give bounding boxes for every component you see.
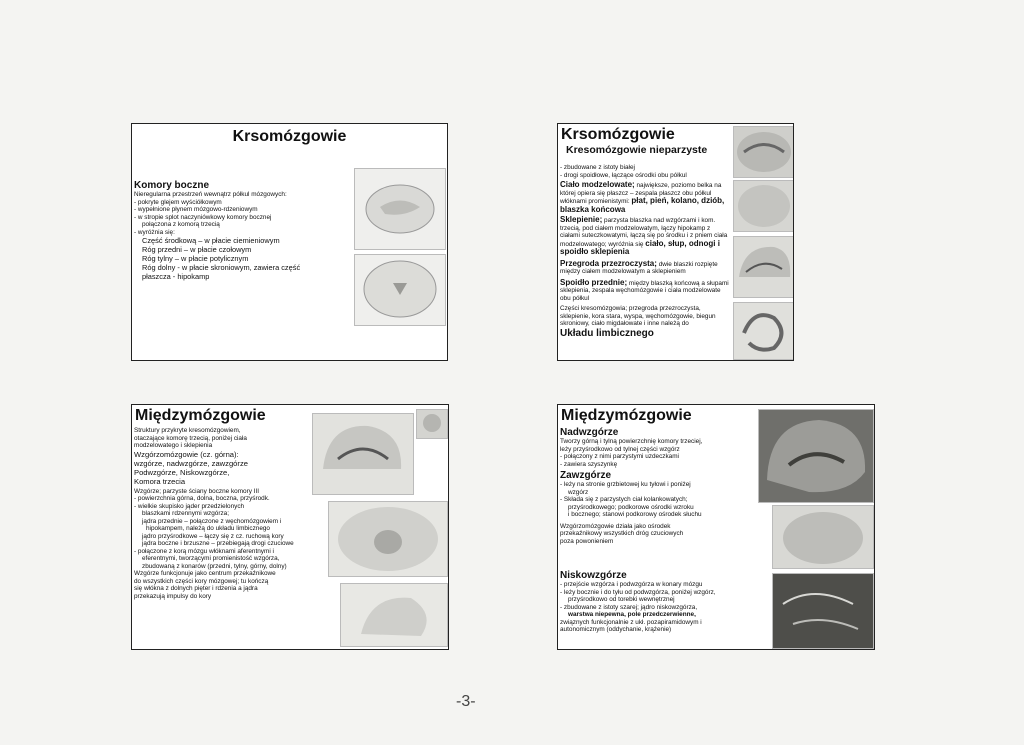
text-line: Wzgórzomózgowie (cz. górna): bbox=[134, 449, 239, 459]
slide-title: Krsomózgowie bbox=[232, 128, 347, 145]
slide-title: Międzymózgowie bbox=[135, 407, 266, 424]
slide-miedzymozgowie-nadwzgorze bbox=[557, 404, 875, 650]
text-line: - przejście wzgórza i podwzgórza w konary mózgu bbox=[560, 581, 703, 588]
text-line: przekaźnikowy wszystkich dróg czuciowych bbox=[560, 530, 684, 537]
sagittal-section-figure bbox=[733, 236, 794, 298]
text-line: - wypełnione płynem mózgowo-rdzeniowym bbox=[134, 206, 258, 213]
closing-text: Części kresomózgowia; przegroda przezroczysta, sklepienie, kora stara, wyspa, węchomózgowie, biegun skroniowy, ciało migdałowate i inne należą do bbox=[560, 305, 716, 327]
block-text: parzysta blaszka nad wzgórzami i kom. trzecią, pod ciałem modzelowatym, łączy hipokamp z ciałami suteczkowatymi, łączą się po środku i z pniem ciała modzelowatego; wyróżnia się bbox=[560, 217, 728, 248]
text-line: modzelowatego i sklepienia bbox=[134, 442, 213, 449]
slide-krsomozgowie-nieparzyste bbox=[557, 123, 794, 361]
slide-text bbox=[132, 427, 328, 600]
text-line: jądra boczne i brzuszne – przebiegają drogi czuciowe bbox=[142, 540, 294, 547]
text-line: otaczające komorę trzecią, poniżej ciała bbox=[134, 434, 247, 442]
head-outline-figure bbox=[416, 409, 448, 439]
slide-krsomozgowie-komory bbox=[131, 123, 448, 361]
text-line: - Składa się z parzystych ciał kolankowatych; bbox=[560, 496, 688, 503]
thalamus-coronal-figure bbox=[328, 501, 448, 577]
thalamus-nuclei-figure bbox=[340, 583, 448, 647]
slide-text bbox=[132, 180, 347, 281]
brain-sagittal-photo-figure bbox=[758, 409, 874, 503]
text-line: zbudowaną z konarów (przedni, tylny, górny, dolny) bbox=[142, 562, 287, 570]
slide-title: Krsomózgowie bbox=[561, 126, 675, 143]
text-line: połączona z komorą trzecią bbox=[142, 221, 220, 228]
text-line: - zbudowane z istoty białej bbox=[560, 164, 635, 171]
text-line: związnych funkcjonalnie z ukł. pozapiramidowym i bbox=[560, 618, 702, 626]
thalamus-sagittal-figure bbox=[312, 413, 414, 495]
text-line: jądra przednie – połączone z węchomózgowiem i bbox=[142, 517, 282, 525]
text-line: do wszystkich części kory mózgowej; tu kończą bbox=[134, 577, 269, 585]
text-line: Część środkową – w płacie ciemieniowym bbox=[142, 236, 280, 245]
block-heading: Spoidło przednie; bbox=[560, 277, 628, 287]
slide-text bbox=[558, 427, 758, 545]
closing-bold: Układu limbicznego bbox=[560, 327, 654, 339]
text-line: - zbudowane z istoty szarej; jądro niskowzgórza, bbox=[560, 603, 698, 611]
block-heading: Ciało modzelowate; bbox=[560, 180, 635, 189]
text-line: Wzgórze; parzyste ściany boczne komory III bbox=[134, 487, 260, 495]
text-line: - leży na stronie grzbietowej ku tyłowi i poniżej bbox=[560, 481, 691, 488]
text-line: wzgórz bbox=[568, 488, 589, 496]
block-heading: Przegroda przezroczysta; bbox=[560, 258, 657, 268]
text-line: się włókna z dolnych pięter i rdzenia a jądra bbox=[134, 585, 258, 592]
text-line: przekazują impulsy do kory bbox=[134, 592, 212, 600]
section-heading: Zawzgórze bbox=[560, 470, 612, 481]
text-line: przyśrodkowo od torebki wewnętrznej bbox=[568, 596, 675, 603]
text-line: Komora trzecia bbox=[134, 476, 186, 486]
section-heading: Nadwzgórze bbox=[560, 427, 619, 438]
text-line: Struktury przykryte kresomózgowiem, bbox=[134, 427, 241, 434]
text-line: - powierzchnia górna, dolna, boczna, przyśrodk. bbox=[134, 495, 270, 502]
subthalamus-diagram-figure bbox=[772, 573, 874, 649]
slide-text-lower bbox=[558, 570, 763, 634]
text-line: - wielkie skupisko jąder przedzielonych bbox=[134, 502, 245, 510]
text-line: - wyróżnia się: bbox=[134, 228, 175, 236]
text-line: przyśrodkowego; podkorowe ośrodki wzroku bbox=[568, 503, 694, 511]
text-line: poza powonieniem bbox=[560, 537, 614, 545]
brain-coronal-detail-figure bbox=[772, 505, 874, 569]
coronal-section-figure bbox=[733, 180, 794, 232]
block-text: między blaszką końcową a słupami sklepienia, zespala węchomózgowie i ciała modzelowate obu półkul bbox=[560, 279, 729, 302]
text-line: eferentnymi, tworzącymi promienistość wzgórza, bbox=[142, 555, 280, 562]
text-line: jądro przyśrodkowe – łączy się z cz. ruchową kory bbox=[142, 532, 284, 540]
text-line: Róg tylny – w płacie potylicznym bbox=[142, 254, 249, 263]
text-line: - zawiera szyszynkę bbox=[560, 460, 618, 468]
text-line: Róg dolny - w płacie skroniowym, zawiera część bbox=[142, 263, 301, 272]
text-line: Wzgórzomózgowie działa jako ośrodek bbox=[560, 522, 671, 530]
text-line: warstwa niepewna, pole przedczerwienne, bbox=[568, 611, 696, 618]
corpus-callosum-figure bbox=[733, 126, 794, 178]
block-tail: ciało, słup, odnogi i spoidło sklepienia bbox=[560, 238, 720, 256]
brain-lateral-figure bbox=[354, 168, 446, 250]
text-line: autonomicznym (oddychanie, krążenie) bbox=[560, 626, 672, 633]
text-line: i bocznego; stanowi podkorowy ośrodek słuchu bbox=[568, 511, 702, 518]
text-line: - drogi spoidłowe, łączące ośrodki obu półkul bbox=[560, 171, 687, 179]
text-line: Tworzy górną i tylną powierzchnię komory trzeciej, bbox=[560, 438, 703, 445]
text-line: Nieregularna przestrzeń wewnątrz półkul mózgowych: bbox=[134, 191, 287, 198]
text-line: - połączone z korą mózgu włóknami aferentnymi i bbox=[134, 547, 274, 555]
fornix-figure bbox=[733, 302, 794, 360]
block-heading: Sklepienie; bbox=[560, 215, 603, 224]
section-heading: Komory boczne bbox=[134, 180, 210, 191]
page-number: -3- bbox=[456, 693, 476, 710]
block-text: dwie blaszki rozpięte między ciałem modzelowatym a sklepieniem bbox=[560, 260, 718, 275]
text-line: blaszkami rdzennymi wzgórza; bbox=[142, 510, 230, 517]
text-line: - leży bocznie i do tyłu od podwzgórza, poniżej wzgórz, bbox=[560, 588, 716, 596]
text-line: - pokryte glejem wyściółkowym bbox=[134, 198, 222, 206]
text-line: - połączony z nimi parzystymi uzdeczkami bbox=[560, 453, 679, 460]
text-line: Podwzgórze, Niskowzgórze, bbox=[134, 467, 230, 477]
slide-text bbox=[558, 164, 730, 339]
slide-subtitle: Kresomózgowie nieparzyste bbox=[566, 144, 708, 156]
brain-coronal-figure bbox=[354, 254, 446, 326]
block-tail: płat, pień, kolano, dziób, blaszka końcowa bbox=[560, 196, 725, 214]
section-heading: Niskowzgórze bbox=[560, 570, 627, 581]
text-line: - w stropie splot naczyniówkowy komory bocznej bbox=[134, 213, 272, 221]
text-line: Róg przedni – w płacie czołowym bbox=[142, 245, 252, 254]
block-text: największe, poziomo belka na której opiera się płaszcz – zespala płaszcz obu półkul włóknami promienistymi: bbox=[560, 182, 722, 205]
text-line: Wzgórze funkcjonuje jako centrum przekaźnikowe bbox=[134, 570, 276, 577]
slide-title: Międzymózgowie bbox=[561, 407, 692, 424]
text-line: hipokampem, należą do układu limbicznego bbox=[146, 525, 270, 532]
text-line: wzgórze, nadwzgórze, zawzgórze bbox=[134, 458, 248, 468]
text-line: leży przyśrodkowo od tylnej części wzgórz bbox=[560, 445, 680, 453]
slide-miedzymozgowie-wzgorze bbox=[131, 404, 449, 650]
text-line: płaszcza - hipokamp bbox=[142, 272, 210, 281]
